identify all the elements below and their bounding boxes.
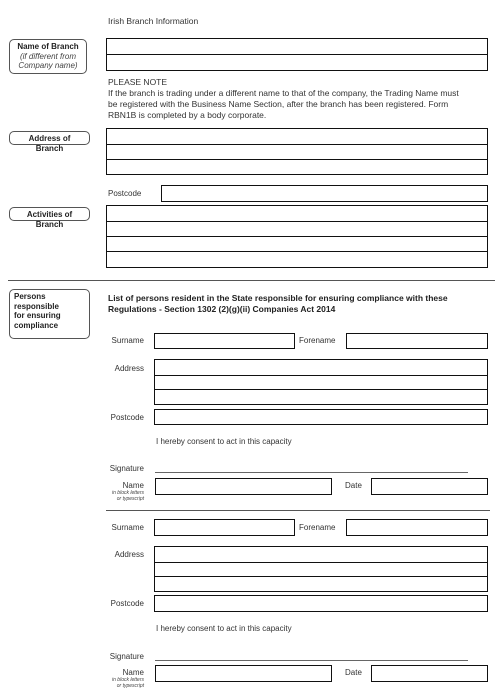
branch-name-field-divider	[107, 54, 487, 55]
person1-address-field[interactable]	[154, 359, 488, 405]
persons-heading-line-2: Regulations - Section 1302 (2)(g)(ii) Companies Act 2014	[108, 304, 336, 314]
person2-name-note-2: or typescript	[116, 683, 144, 689]
branch-address-field[interactable]	[106, 128, 488, 175]
persons-label-line-2: responsible	[14, 301, 59, 311]
persons-heading	[108, 293, 493, 315]
person1-postcode-field[interactable]	[154, 409, 488, 425]
branch-name-field[interactable]	[106, 38, 488, 71]
person2-forename-field[interactable]	[346, 519, 488, 536]
person1-signature-line[interactable]	[155, 472, 468, 473]
person1-forename-field[interactable]	[346, 333, 488, 349]
branch-name-note-2: Company name)	[18, 61, 78, 70]
person2-address-label: Address	[114, 550, 144, 559]
person1-date-label: Date	[345, 481, 362, 490]
person2-date-label: Date	[345, 668, 362, 677]
person2-address-field[interactable]	[154, 546, 488, 592]
person2-signature-label: Signature	[109, 652, 144, 661]
persons-label	[9, 289, 90, 339]
persons-label-line-3: for ensuring	[14, 311, 61, 320]
person1-surname-field[interactable]	[154, 333, 295, 349]
person1-address-divider-1	[155, 375, 487, 376]
person2-postcode-label: Postcode	[110, 599, 144, 608]
person2-surname-label: Surname	[111, 523, 144, 532]
please-note-line-3: RBN1B is completed by a body corporate.	[108, 110, 267, 120]
address-label	[9, 131, 90, 153]
branch-address-divider-2	[107, 159, 487, 160]
branch-activities-field[interactable]	[106, 205, 488, 268]
branch-postcode-field[interactable]	[161, 185, 488, 202]
activities-label	[9, 207, 90, 229]
person1-name-field[interactable]	[155, 478, 332, 495]
person2-signature-line[interactable]	[155, 660, 468, 661]
person1-consent-text: I hereby consent to act in this capacity	[156, 437, 292, 446]
person2-name-note-1: in block letters	[112, 677, 144, 683]
person1-name-note-1: in block letters	[112, 490, 144, 496]
person1-date-field[interactable]	[371, 478, 488, 495]
please-note-line-2: be registered with the Business Name Section, after the branch has been registered. Form	[108, 99, 449, 109]
branch-postcode-label: Postcode	[108, 189, 142, 198]
address-label-text: Address of Branch	[28, 134, 71, 153]
person2-date-field[interactable]	[371, 665, 488, 682]
please-note-heading: PLEASE NOTE	[108, 77, 168, 87]
person2-name-field[interactable]	[155, 665, 332, 682]
person1-address-label: Address	[114, 364, 144, 373]
activities-divider-3	[107, 251, 487, 252]
persons-heading-line-1: List of persons resident in the State responsible for ensuring compliance with these	[108, 293, 448, 303]
person1-surname-label: Surname	[111, 336, 144, 345]
person2-address-divider-2	[155, 576, 487, 577]
branch-address-divider-1	[107, 144, 487, 145]
please-note-line-1: If the branch is trading under a different name to that of the company, the Trading Name must	[108, 88, 459, 98]
activities-label-text: Activities of Branch	[26, 210, 73, 229]
branch-name-note-1: (if different from	[19, 51, 76, 61]
persons-label-line-4: compliance	[14, 320, 59, 330]
branch-name-title: Name of Branch	[17, 42, 79, 51]
person1-name-label: Name	[122, 481, 144, 490]
person1-name-note-2: or typescript	[116, 496, 144, 502]
person2-consent-text: I hereby consent to act in this capacity	[156, 624, 292, 633]
section-divider	[8, 280, 495, 281]
section-title: Irish Branch Information	[108, 16, 199, 26]
person-divider	[106, 510, 490, 511]
person2-surname-field[interactable]	[154, 519, 295, 536]
person1-postcode-label: Postcode	[110, 413, 144, 422]
person2-name-label: Name	[122, 668, 144, 677]
please-note	[108, 77, 493, 121]
person1-signature-label: Signature	[109, 464, 144, 473]
person2-forename-label: Forename	[299, 523, 336, 532]
activities-divider-2	[107, 236, 487, 237]
person1-address-divider-2	[155, 389, 487, 390]
person2-postcode-field[interactable]	[154, 595, 488, 612]
persons-label-line-1: Persons	[14, 292, 46, 301]
activities-divider-1	[107, 221, 487, 222]
person1-forename-label: Forename	[299, 336, 336, 345]
branch-name-label	[9, 39, 87, 74]
person2-address-divider-1	[155, 562, 487, 563]
